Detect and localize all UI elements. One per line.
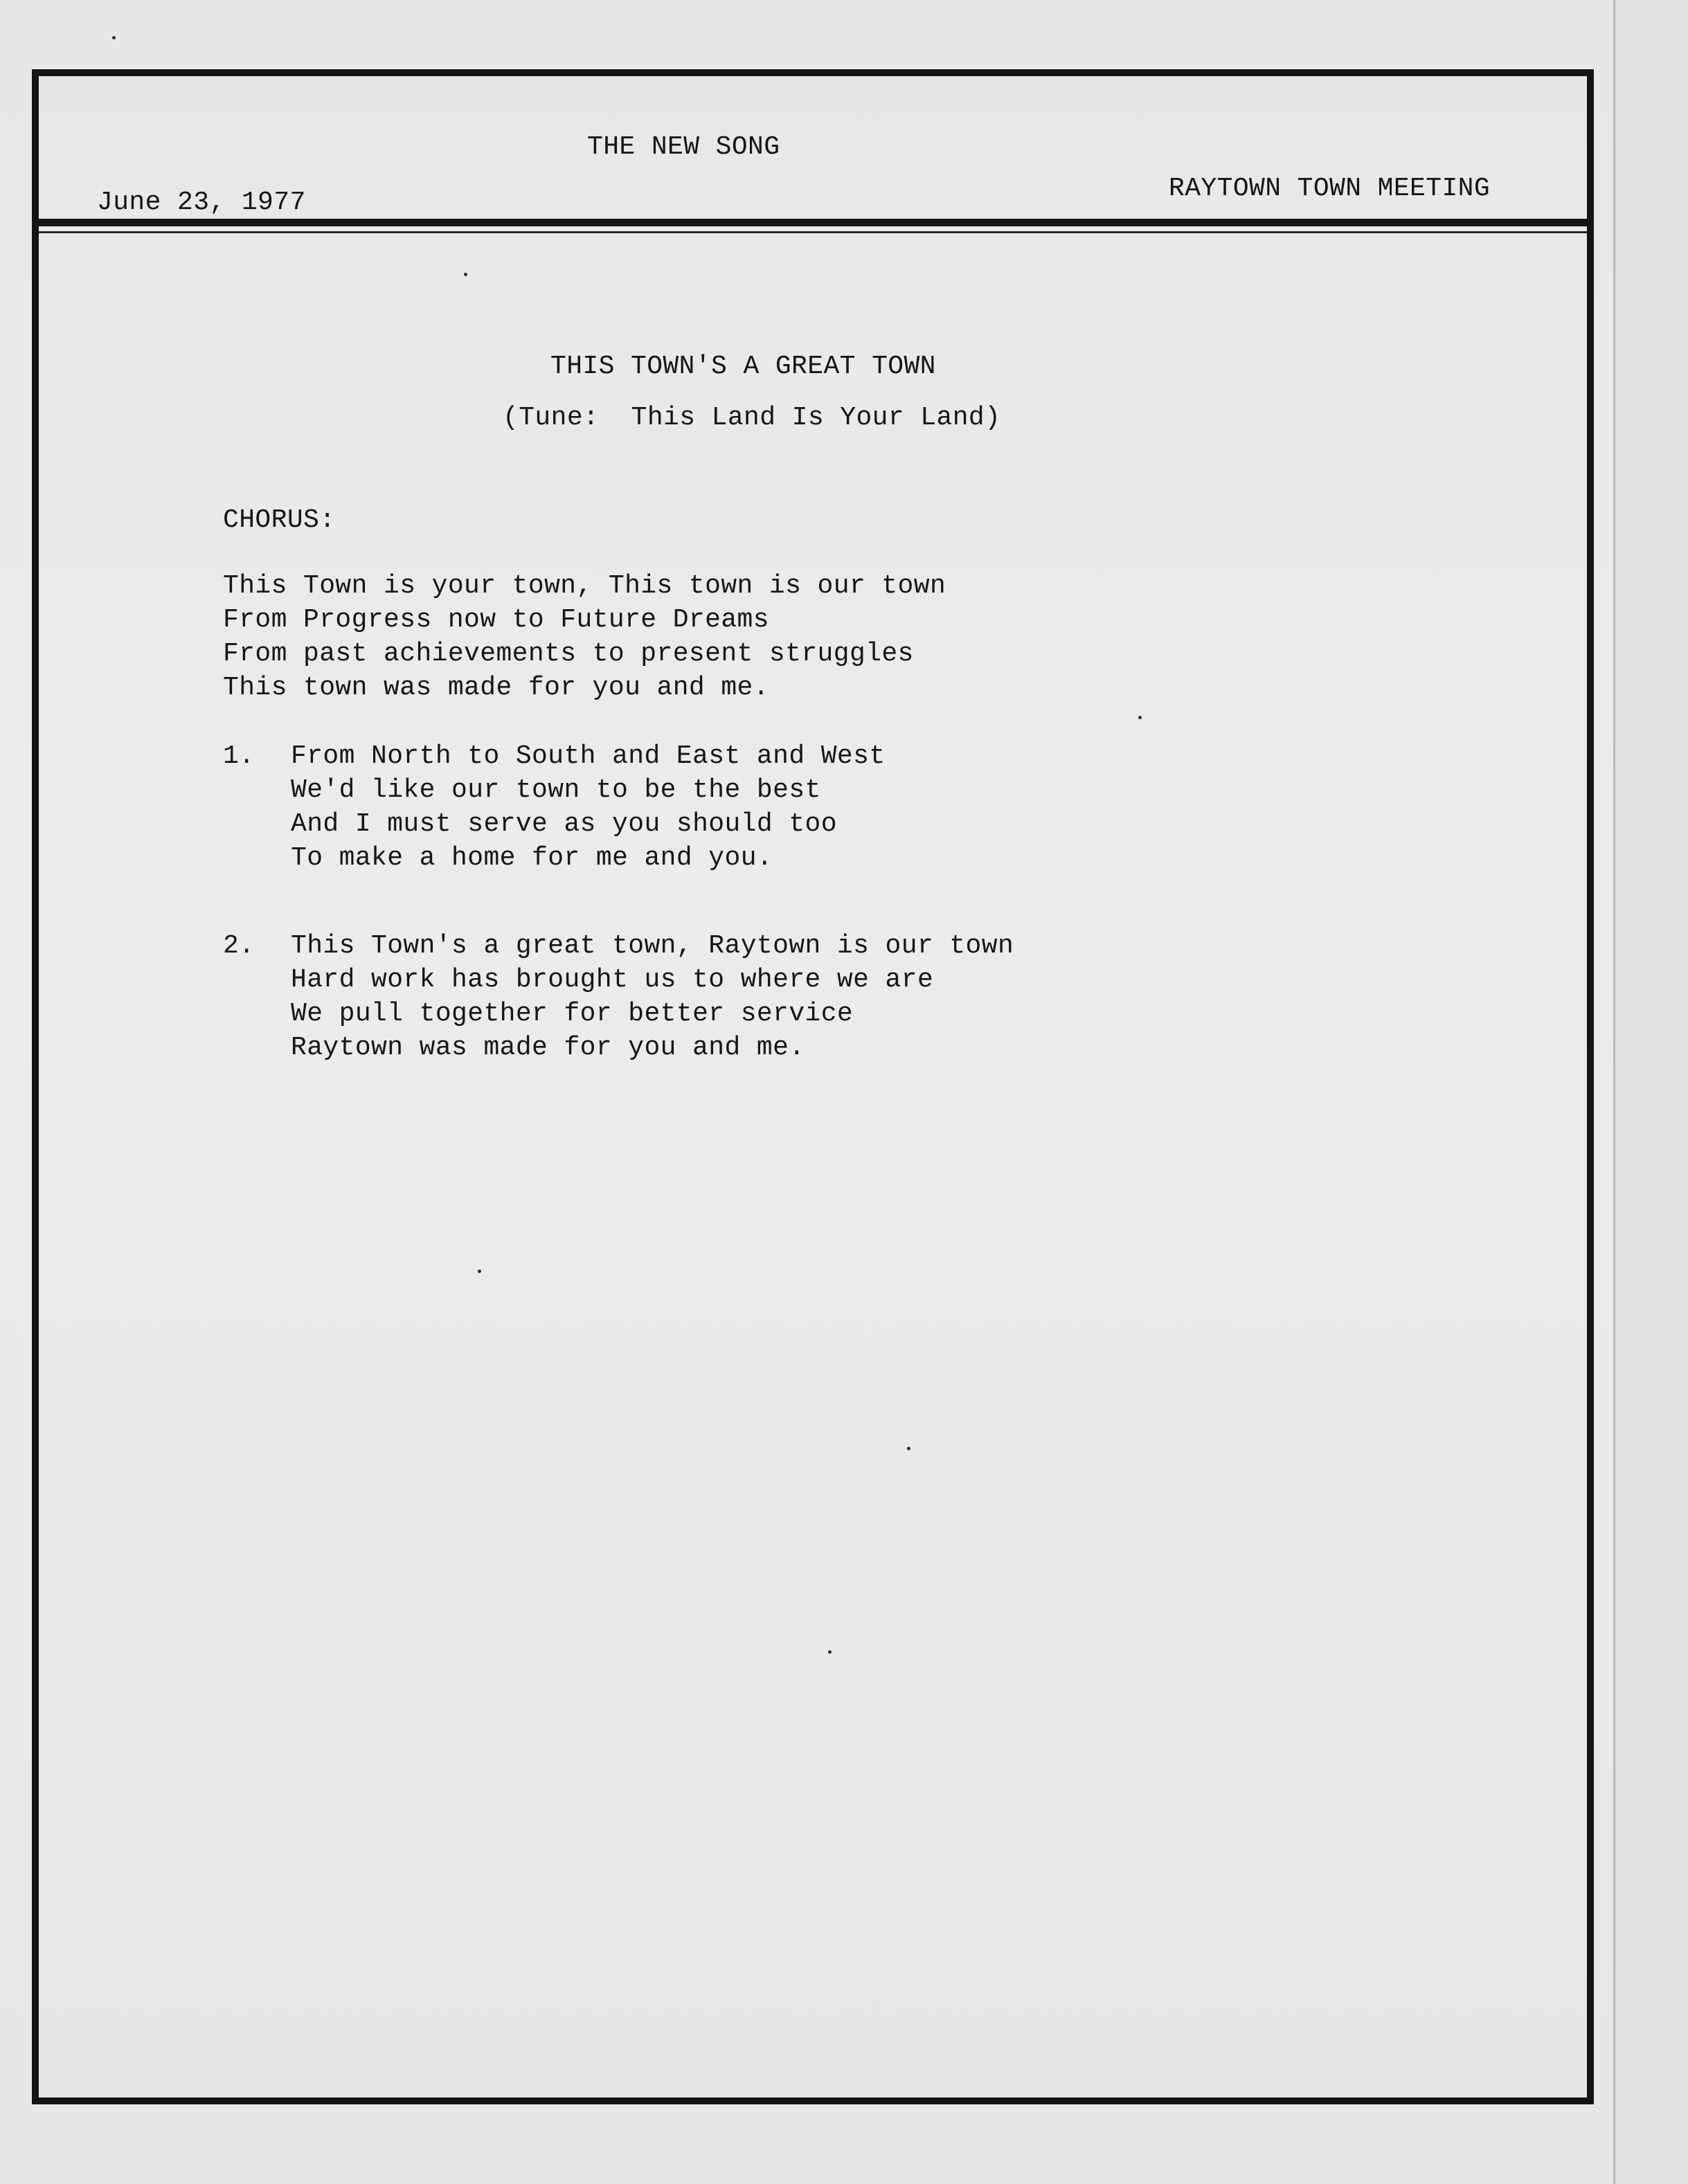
verse-line: Hard work has brought us to where we are (291, 965, 934, 995)
chorus-line: This Town is your town, This town is our town (223, 571, 946, 601)
header-divider-inner (39, 231, 1587, 233)
verse-line: This Town's a great town, Raytown is our town (291, 931, 1014, 961)
verse-number: 2. (223, 931, 255, 961)
verse-line: Raytown was made for you and me. (291, 1033, 805, 1063)
verse-line: To make a home for me and you. (291, 843, 773, 873)
ink-speck (1138, 716, 1142, 719)
verse-number: 1. (223, 741, 255, 771)
song-tune: (Tune: This Land Is Your Land) (503, 403, 1001, 433)
ink-speck (112, 36, 116, 39)
verse-line: From North to South and East and West (291, 741, 886, 771)
chorus-line: From past achievements to present struggles (223, 639, 914, 669)
document-title: THE NEW SONG (587, 132, 780, 162)
ink-speck (478, 1270, 481, 1273)
ink-speck (828, 1650, 832, 1654)
meeting-name: RAYTOWN TOWN MEETING (1169, 174, 1491, 204)
document-date: June 23, 1977 (97, 188, 306, 217)
chorus-block (223, 569, 946, 705)
ink-speck (907, 1447, 910, 1450)
chorus-line: This town was made for you and me. (223, 673, 769, 703)
verse-line: And I must serve as you should too (291, 809, 837, 839)
page-edge (1613, 0, 1688, 2184)
song-title: THIS TOWN'S A GREAT TOWN (550, 352, 936, 381)
header-divider (32, 219, 1594, 226)
verse-block (291, 739, 886, 875)
ink-speck (464, 273, 467, 276)
chorus-label: CHORUS: (223, 505, 336, 535)
chorus-line: From Progress now to Future Dreams (223, 605, 769, 635)
verse-block (291, 929, 1014, 1065)
verse-line: We pull together for better service (291, 999, 854, 1029)
verse-line: We'd like our town to be the best (291, 775, 821, 805)
